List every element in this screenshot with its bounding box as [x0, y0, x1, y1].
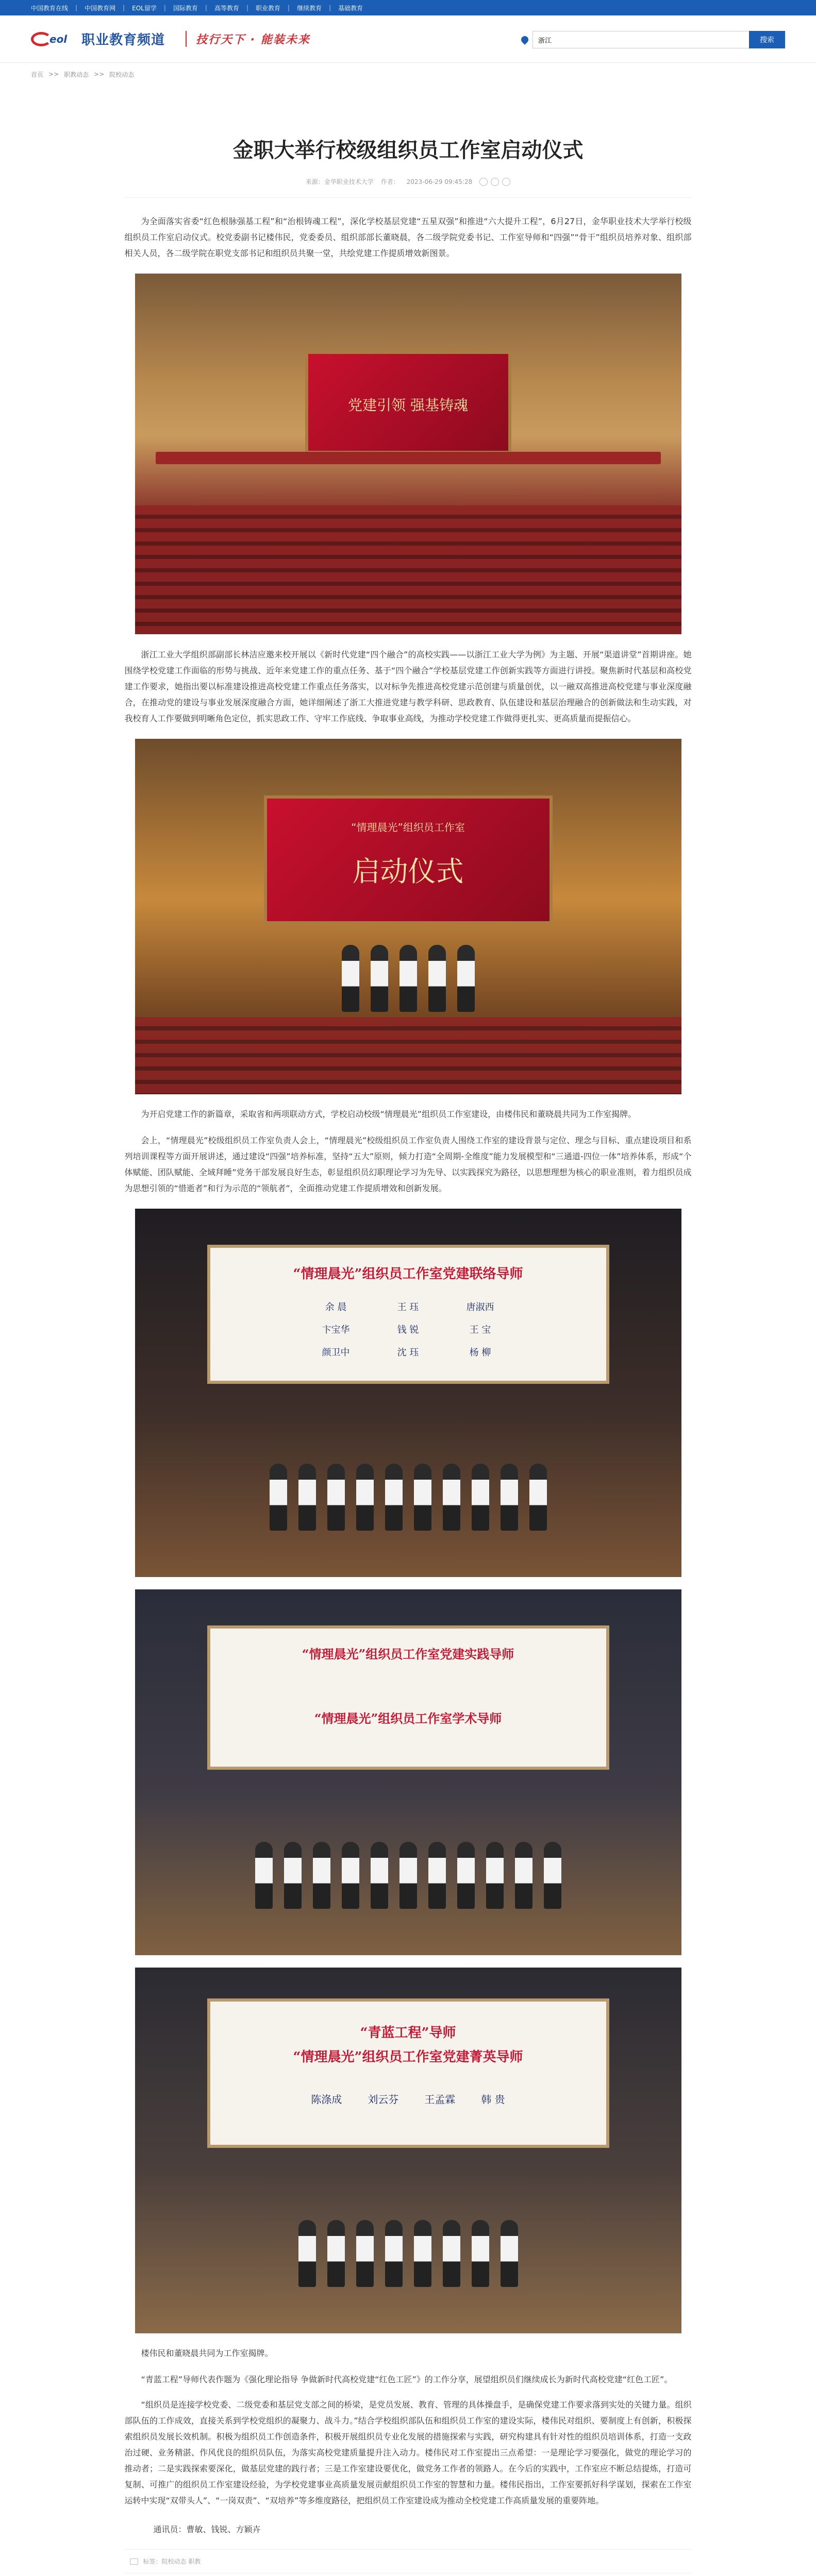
top-nav-item[interactable]: 国际教育 — [173, 4, 198, 12]
share-buttons — [479, 178, 510, 186]
mentor-names: 余 晨 王 珏 唐淑西 卞宝华 钱 锐 王 宝 颜卫中 沈 珏 杨 柳 — [322, 1302, 494, 1358]
stage-screen — [207, 1245, 609, 1384]
stage-screen — [207, 1998, 609, 2148]
photo-caption: 楼伟民和董晓晨共同为工作室揭牌。 — [141, 2348, 273, 2358]
top-nav-item[interactable]: 继续教育 — [297, 4, 322, 12]
nav-separator: | — [163, 4, 166, 11]
screen-subtitle: “情理晨光”组织员工作室学术导师 — [314, 1711, 502, 1726]
screen-title: 启动仪式 — [352, 855, 464, 888]
article-paragraph: “青蓝工程”导师代表作题为《强化理论指导 争做新时代高校党建“红色工匠”》的工作分享，展望组织员们继续成长为新时代高校党建“红色工匠”。 — [141, 2375, 673, 2384]
nav-separator: | — [205, 4, 207, 11]
article-tags — [125, 2549, 692, 2573]
article-reporter: 通讯员：曹敏、钱锐、方颖卉 — [153, 2524, 261, 2534]
search-input[interactable] — [532, 31, 749, 48]
article-paragraph: “组织员是连接学校党委、二级党委和基层党支部之间的桥梁，是党员发展、教育、管理的具体操盘手，是确保党建工作要求落到实处的关键力量。组织部队伍的工作成效，直接关系到学校党组织的凝聚力、战斗力。”结合学校组织部队伍和组织员工作室的建设实际，楼伟民对组织、要制度上有创新，积极探索组织员发展长效机制。积极为组织员工作创造条件，积极开展组织员专业化发展的措施探索与实践，研究构建具有针对性的组织员培训体系，打造一支政治过硬、业务精湛、作风优良的组织员队伍，为落实高校党建质量提升注入动力。楼伟民对工作室提出三点希望：一是理论学习要强化，做党的理论学习的推动者；二是实践探索要深化，做基层党建的践行者；三是工作室建设要优化，做党务工作者的领路人。在今后的实践中，工作室应不断总结提炼，打造可复制、可推广的组织员工作室建设经验，为学校党建事业高质量发展贡献组织员工作室的智慧和力量。楼伟民指出，工作室要抓好科学谋划，探索在工作室运转中实现“双带头人”、“一岗双责”、“双培养”等多维度路径，把组织员工作室建设成为推动全校党建工作高质量发展的重要阵地。 — [124, 2400, 692, 2505]
article-time: 2023-06-29 09:45:28 — [406, 178, 473, 185]
article-photo-mentors-3 — [135, 1968, 681, 2333]
top-nav-item[interactable]: 中国教育网 — [85, 4, 116, 12]
article-source: 来源：金华职业技术大学 — [305, 178, 374, 185]
audience-seats — [135, 505, 681, 634]
people-on-stage — [255, 1842, 561, 1909]
screen-banner: “情理晨光”组织员工作室 — [351, 821, 465, 834]
photo-caption: 为开启党建工作的新篇章，采取省和两项联动方式，学校启动校级“情理晨光”组织员工作室建设，由楼伟民和董晓晨共同为工作室揭牌。 — [141, 1109, 637, 1119]
mentor-names: 陈涤成 刘云芬 王孟霖 韩 贵 — [311, 2093, 505, 2106]
tag-icon — [130, 2558, 138, 2565]
breadcrumb-separator: >> — [48, 71, 59, 78]
nav-separator: | — [246, 4, 249, 11]
site-logo[interactable] — [31, 29, 165, 49]
screen-subtitle: “情理晨光”组织员工作室党建菁英导师 — [293, 2049, 523, 2065]
nav-separator: | — [288, 4, 290, 11]
stage-screen: 党建引领 强基铸魂 — [305, 351, 511, 454]
breadcrumb-subcategory[interactable]: 院校动态 — [109, 71, 135, 78]
people-on-stage — [342, 945, 475, 1012]
search-area — [521, 31, 785, 48]
people-on-stage — [298, 2220, 518, 2287]
article-title: 金职大举行校级组织员工作室启动仪式 — [232, 139, 584, 162]
divider — [125, 197, 692, 198]
share-wechat-icon[interactable] — [479, 178, 488, 186]
stage-screen — [264, 795, 553, 924]
channel-name: 职业教育频道 — [81, 32, 165, 48]
screen-title: “情理晨光”组织员工作室党建联络导师 — [293, 1266, 523, 1282]
nav-separator: | — [75, 4, 78, 11]
people-on-stage — [270, 1464, 547, 1531]
share-weibo-icon[interactable] — [491, 178, 499, 186]
channel-slogan: 技行天下 · 能装未来 — [186, 31, 310, 47]
search-button[interactable]: 搜索 — [749, 31, 785, 48]
article — [125, 137, 692, 2576]
article-photo-mentors-2 — [135, 1589, 681, 1955]
article-photo-meeting — [135, 274, 681, 634]
article-photo-launch-ceremony — [135, 739, 681, 1094]
article-photo-mentors-1 — [135, 1209, 681, 1577]
screen-title: “青蓝工程”导师 — [360, 2025, 456, 2041]
stage-table — [156, 452, 661, 464]
share-qq-icon[interactable] — [502, 178, 510, 186]
article-paragraph: 会上，“情理晨光”校级组织员工作室负责人会上，“情理晨光”校级组织员工作室负责人围绕工作室的建设背景与定位、理念与目标、重点建设项目和系列培训课程等方面开展讲述，通过建设“四强”培养标准，坚持“五大”原则，倾力打造“全周期-全维度”能力发展模型和“三通道-四位一体”培养体系，形成“个体赋能、团队赋能、全域拜睡”党务干部发展良好生态，彰显组织员幻职理论学习为先导、以实践探究为路径，以思想理想为核心的职业准则，着力组织员成为思想引领的“惜逝者”和行为示范的“领航者”，全面推动党建工作提质增效和创新发展。 — [124, 1136, 692, 1193]
screen-title: “情理晨光”组织员工作室党建实践导师 — [302, 1647, 514, 1662]
article-paragraph: 浙江工业大学组织部副部长林洁应邀来校开展以《新时代党建“四个融合”的高校实践——以浙江工业大学为例》为主题、开展“渠道讲堂”首期讲座。她围绕学校党建工作面临的形势与挑战、近年来党建工作的重点任务、基于“四个融合”学校基层党建工作创新实践等方面进行讲授。聚焦新时代基层和高校党建工作要求，她指出要以标准建设推进高校党建工作重点任务落实，以对标争先推进高校党建示范创建与质量创优，以一融双高推进高校党建与事业深度融合，在推动党的建设与事业发展深度融合方面，她详细阐述了浙工大推进党建与教学科研、思政教育、队伍建设和基层治理融合的创新做法和生动实践，对我校育人工作要做到明晰角色定位，抓实思政工作、守牢工作底线、争取事业高线，为推动学校党建工作做得更扎实、更高质量而提振信心。 — [124, 650, 692, 723]
site-header — [0, 15, 816, 63]
top-nav-item[interactable]: 基础教育 — [338, 4, 363, 12]
article-author: 作者： — [380, 178, 399, 185]
breadcrumb-home[interactable]: 首页 — [31, 71, 44, 78]
eol-logo-icon: eol — [31, 29, 78, 49]
nav-separator: | — [329, 4, 331, 11]
top-nav-item[interactable]: 高等教育 — [214, 4, 239, 12]
tags-text[interactable]: 标签：院校动态 职教 — [143, 2558, 201, 2565]
top-nav-bar — [0, 0, 816, 15]
top-nav-item[interactable]: 职业教育 — [256, 4, 281, 12]
location-pin-icon — [520, 35, 530, 45]
breadcrumb — [0, 63, 816, 86]
breadcrumb-category[interactable]: 职教动态 — [64, 71, 89, 78]
breadcrumb-separator: >> — [94, 71, 105, 78]
nav-separator: | — [123, 4, 125, 11]
article-meta — [125, 177, 692, 186]
top-nav-item[interactable]: EOL留学 — [132, 4, 157, 12]
top-nav-item[interactable]: 中国教育在线 — [31, 4, 69, 12]
audience-seats — [135, 1017, 681, 1094]
article-paragraph: 为全面落实省委“红色根脉强基工程”和“治根铸魂工程”，深化学校基层党建“五星双强”和推进“六大提升工程”，6月27日，金华职业技术大学举行校级组织员工作室启动仪式。校党委副书记楼伟民，党委委员、组织部部长董晓晨，各二级学院党委书记、工作室导师和“四强”“骨干”组织员培养对象、组织部相关人员，各二级学院在职党支部书记和组织员共聚一堂，共绘党建工作提质增效新图景。 — [124, 216, 692, 258]
stage-screen — [207, 1625, 609, 1770]
